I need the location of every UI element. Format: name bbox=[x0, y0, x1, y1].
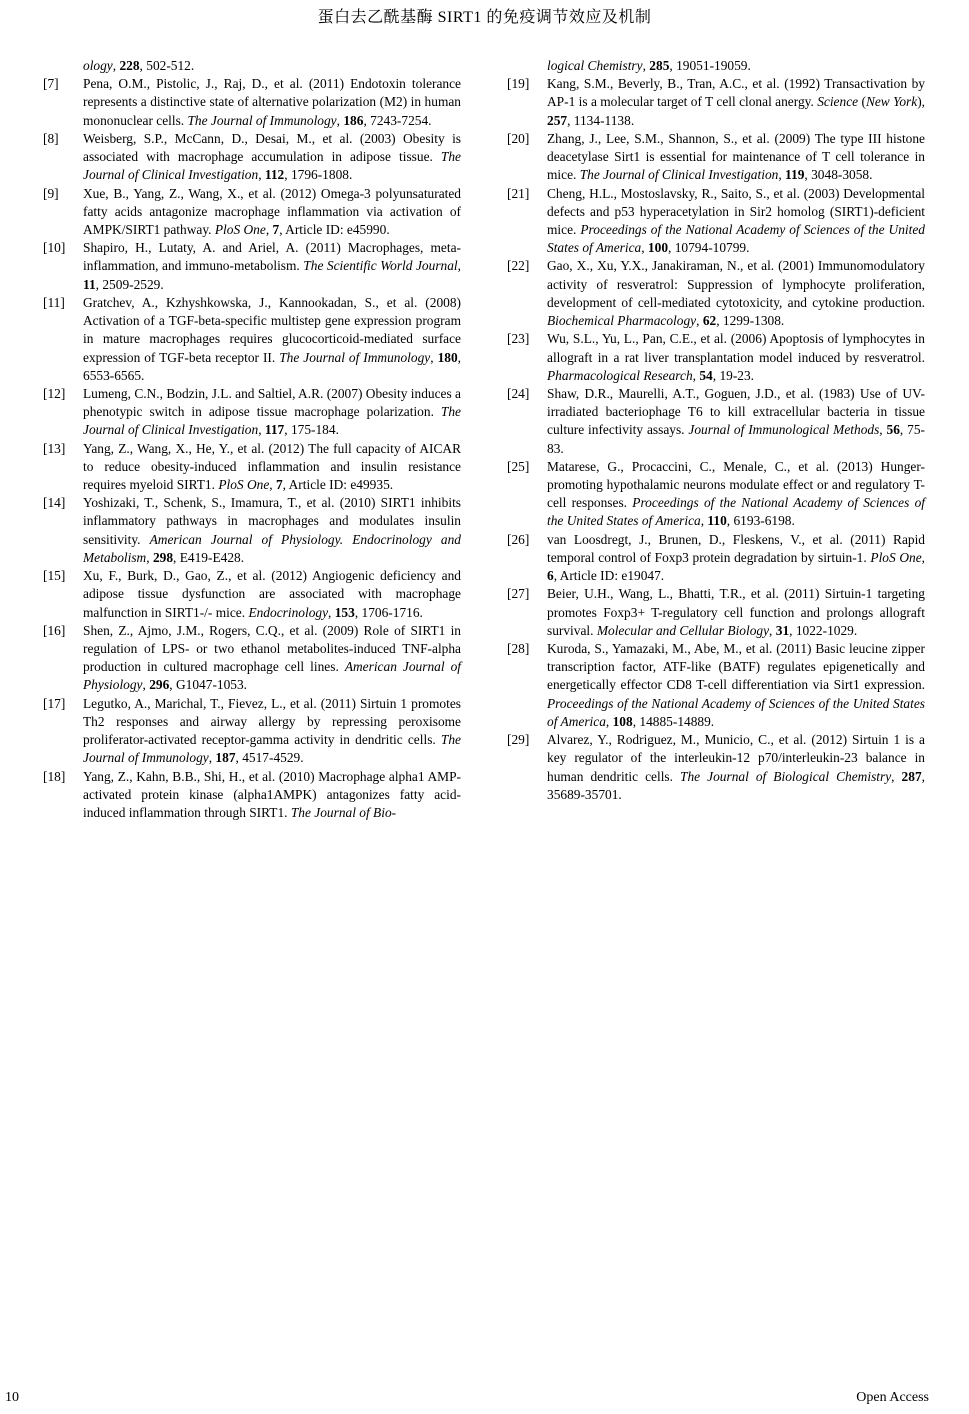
text-segment: Xu, F., Burk, D., Gao, Z., et al. (2012) Angiogenic deficiency and adipose tissue dysfunction are associated with macrophage malfunction in SIRT1-/- mice. bbox=[83, 568, 461, 620]
reference-entry bbox=[43, 385, 461, 440]
text-segment: , bbox=[142, 677, 150, 693]
italic-text-segment: Proceedings of the National Academy of Sciences of the United States of America bbox=[547, 221, 925, 256]
reference-entry bbox=[43, 695, 461, 768]
reference-entry bbox=[507, 257, 925, 330]
text-segment: , bbox=[769, 622, 776, 638]
italic-text-segment: The Scientific World Journal bbox=[303, 258, 458, 274]
italic-text-segment: The Journal of Immunology bbox=[83, 732, 461, 766]
reference-body bbox=[547, 586, 925, 637]
text-segment: , 1796-1808. bbox=[284, 167, 353, 183]
text-segment: , bbox=[258, 167, 265, 183]
italic-text-segment: PloS One bbox=[214, 221, 266, 237]
page-number: 10 bbox=[5, 1390, 19, 1405]
volume-number: 187 bbox=[215, 750, 236, 766]
text-segment: Yang, Z., Wang, X., He, Y., et al. (2012) The full capacity of AICAR to reduce obesity-induced inflammation and insulin resistance requires myeloid SIRT1. bbox=[83, 440, 461, 493]
text-segment: , 10794-10799. bbox=[668, 240, 750, 256]
text-segment: , bbox=[269, 477, 276, 493]
reference-continuation bbox=[547, 57, 925, 75]
text-segment: , bbox=[336, 112, 344, 128]
volume-number: 110 bbox=[707, 513, 727, 529]
reference-entry bbox=[43, 494, 461, 567]
italic-text-segment: New York bbox=[865, 94, 918, 110]
text-segment: , bbox=[605, 713, 613, 729]
reference-body bbox=[83, 769, 461, 820]
text-segment: , 4517-4529. bbox=[235, 750, 304, 766]
volume-number: 56 bbox=[886, 422, 900, 438]
volume-number: 119 bbox=[785, 167, 805, 183]
text-segment: , 14885-14889. bbox=[632, 713, 715, 729]
italic-text-segment: logical Chemistry bbox=[547, 58, 643, 73]
text-segment: Gratchev, A., Kzhyshkowska, J., Kannookadan, S., et al. (2008) Activation of a TGF-beta-specific multistep gene expression program in mature macrophages requires glucocorticoid-mediated surface expression of TGF-beta receptor II. bbox=[83, 294, 461, 365]
reference-entry bbox=[507, 130, 925, 185]
reference-entry bbox=[43, 75, 461, 130]
volume-number: 153 bbox=[334, 604, 355, 620]
italic-text-segment: PloS One bbox=[870, 549, 922, 565]
text-segment: , bbox=[258, 422, 265, 438]
text-segment: Wu, S.L., Yu, L., Pan, C.E., et al. (2006) Apoptosis of lymphocytes in allograft in a rat liver transplantation model induced by resveratrol. bbox=[547, 331, 925, 365]
volume-number: 186 bbox=[343, 112, 364, 128]
text-segment: van Loosdregt, J., Brunen, D., Fleskens, V., et al. (2011) Rapid temporal control of Foxp3 protein degradation by sirtuin-1. bbox=[547, 531, 925, 565]
text-segment: , bbox=[642, 58, 650, 73]
reference-entry bbox=[507, 385, 925, 458]
reference-entry bbox=[43, 294, 461, 385]
reference-number: [29] bbox=[507, 732, 530, 748]
volume-number: 298 bbox=[152, 549, 174, 565]
reference-number: [18] bbox=[43, 768, 66, 784]
text-segment: Legutko, A., Marichal, T., Fievez, L., et al. (2011) Sirtuin 1 promotes Th2 responses and airway allergy by repressing peroxisome proliferator-activated receptor-gamma activity in dendritic cells. bbox=[83, 695, 461, 748]
page-footer bbox=[5, 1390, 929, 1406]
reference-number: [7] bbox=[43, 76, 59, 92]
text-segment: Shaw, D.R., Maurelli, A.T., Goguen, J.D., et al. (1983) Use of UV-irradiated bacteriophage T6 to kill extracellular bacteria in tissue culture infectivity assays. bbox=[547, 385, 925, 438]
reference-entry bbox=[507, 531, 925, 586]
italic-text-segment: The Journal of Bio- bbox=[290, 804, 397, 820]
reference-number: [15] bbox=[43, 568, 66, 584]
reference-entry bbox=[507, 585, 925, 640]
reference-body bbox=[547, 641, 925, 729]
text-segment: , 19051-19059. bbox=[669, 58, 751, 73]
italic-text-segment: Biochemical Pharmacology bbox=[547, 313, 697, 329]
reference-body bbox=[83, 295, 461, 383]
volume-number: 7 bbox=[275, 477, 283, 493]
reference-body bbox=[83, 386, 461, 437]
text-segment: Pena, O.M., Pistolic, J., Raj, D., et al. (2011) Endotoxin tolerance represents a distinctive state of alternative polarization (M2) in human mononuclear cells. bbox=[83, 76, 461, 128]
text-segment: Kuroda, S., Yamazaki, M., Abe, M., et al. (2011) Basic leucine zipper transcription factor, ATF-like (BATF) regulates epigenetically and energetically effector CD8 T-cell differentiation via Sirt1 expression. bbox=[547, 641, 925, 693]
text-segment: , bbox=[457, 258, 462, 274]
text-segment: , bbox=[891, 768, 902, 784]
volume-number: 228 bbox=[119, 58, 140, 73]
reference-number: [13] bbox=[43, 440, 66, 456]
volume-number: 257 bbox=[547, 112, 568, 128]
volume-number: 11 bbox=[83, 276, 96, 292]
text-segment: Matarese, G., Procaccini, C., Menale, C., et al. (2013) Hunger-promoting hypothalamic neurons modulate effect or and regulatory T-cell responses. bbox=[547, 458, 925, 511]
italic-text-segment: The Journal of Immunology bbox=[279, 349, 431, 365]
reference-body bbox=[83, 240, 461, 291]
reference-number: [12] bbox=[43, 385, 66, 401]
italic-text-segment: Journal of Immunological Methods bbox=[688, 422, 880, 438]
reference-number: [21] bbox=[507, 185, 530, 201]
text-segment: , bbox=[328, 604, 335, 620]
italic-text-segment: The Journal of Immunology bbox=[187, 112, 337, 128]
reference-body bbox=[83, 568, 461, 619]
text-segment: , 7243-7254. bbox=[363, 112, 432, 128]
volume-number: 287 bbox=[901, 768, 922, 784]
italic-text-segment: American Journal of Physiology. Endocrinology and Metabolism bbox=[83, 531, 461, 565]
text-segment: Yoshizaki, T., Schenk, S., Imamura, T., et al. (2010) SIRT1 inhibits inflammatory pathways in macrophages and modulates insulin sensitivity. bbox=[83, 495, 461, 547]
volume-number: 108 bbox=[612, 713, 633, 729]
text-segment: , bbox=[208, 750, 216, 766]
reference-number: [10] bbox=[43, 240, 66, 256]
reference-body bbox=[83, 76, 461, 127]
italic-text-segment: American Journal of Physiology bbox=[83, 659, 461, 693]
reference-entry bbox=[43, 440, 461, 495]
reference-number: [17] bbox=[43, 695, 66, 711]
italic-text-segment: PloS One bbox=[218, 477, 270, 493]
reference-number: [11] bbox=[43, 294, 65, 310]
text-segment: , bbox=[696, 313, 703, 329]
reference-body bbox=[547, 732, 925, 802]
text-segment: , 75-83. bbox=[547, 422, 925, 456]
italic-text-segment: The Journal of Clinical Investigation bbox=[579, 167, 779, 183]
text-segment: , bbox=[430, 349, 438, 365]
italic-text-segment: Molecular and Cellular Biology bbox=[596, 622, 770, 638]
reference-body bbox=[547, 331, 925, 382]
reference-body bbox=[547, 459, 925, 529]
text-segment: , bbox=[112, 58, 120, 73]
reference-entry bbox=[507, 75, 925, 130]
italic-text-segment: The Journal of Biological Chemistry bbox=[680, 768, 892, 784]
text-segment: Yang, Z., Kahn, B.B., Shi, H., et al. (2010) Macrophage alpha1 AMP-activated protein kinase (alpha1AMPK) antagonizes fatty acid-induced inflammation through SIRT1. bbox=[83, 768, 461, 820]
volume-number: 285 bbox=[649, 58, 670, 73]
reference-entry bbox=[507, 731, 925, 804]
text-segment: , 502-512. bbox=[139, 58, 195, 73]
reference-number: [27] bbox=[507, 586, 530, 602]
volume-number: 6 bbox=[547, 568, 554, 584]
reference-number: [9] bbox=[43, 185, 59, 201]
reference-number: [14] bbox=[43, 495, 66, 511]
text-segment: , G1047-1053. bbox=[169, 677, 248, 693]
text-segment: Kang, S.M., Beverly, B., Tran, A.C., et al. (1992) Transactivation by AP-1 is a molecular target of T cell clonal anergy. bbox=[547, 76, 925, 110]
text-segment: , 1134-1138. bbox=[567, 112, 635, 128]
reference-body bbox=[547, 131, 925, 182]
volume-number: 54 bbox=[699, 367, 713, 383]
open-access-label: Open Access bbox=[856, 1390, 929, 1405]
italic-text-segment: The Journal of Clinical Investigation bbox=[83, 149, 461, 183]
reference-number: [19] bbox=[507, 76, 530, 92]
reference-entry bbox=[507, 458, 925, 531]
volume-number: 31 bbox=[775, 622, 790, 638]
reference-body bbox=[83, 623, 461, 693]
reference-number: [16] bbox=[43, 622, 66, 638]
reference-number: [24] bbox=[507, 385, 530, 401]
reference-number: [20] bbox=[507, 130, 530, 146]
reference-body bbox=[547, 258, 925, 328]
reference-number: [23] bbox=[507, 331, 530, 347]
text-segment: , bbox=[146, 549, 153, 565]
text-segment: , bbox=[778, 167, 786, 183]
reference-entry bbox=[43, 567, 461, 622]
italic-text-segment: Proceedings of the National Academy of Sciences of the United States of America bbox=[547, 695, 925, 729]
reference-number: [8] bbox=[43, 130, 59, 146]
text-segment: Weisberg, S.P., McCann, D., Desai, M., et al. (2003) Obesity is associated with macrophage accumulation in adipose tissue. bbox=[83, 130, 461, 165]
text-segment: Alvarez, Y., Rodriguez, M., Municio, C., et al. (2012) Sirtuin 1 is a key regulator of the interleukin-12 p70/interleukin-23 balance in human dendritic cells. bbox=[547, 732, 925, 784]
text-segment: , 35689-35701. bbox=[547, 768, 925, 802]
italic-text-segment: Proceedings of the National Academy of Sciences of the United States of America bbox=[547, 495, 925, 529]
volume-number: 100 bbox=[647, 240, 669, 256]
text-segment: , 1022-1029. bbox=[789, 622, 858, 638]
reference-entry bbox=[507, 330, 925, 385]
text-segment: , Article ID: e45990. bbox=[279, 221, 390, 237]
text-segment: , 1299-1308. bbox=[716, 313, 785, 329]
text-segment: , 19-23. bbox=[712, 367, 755, 383]
italic-text-segment: ology bbox=[83, 58, 113, 73]
references-columns bbox=[43, 57, 925, 822]
text-segment: , bbox=[641, 240, 648, 256]
reference-body bbox=[83, 186, 461, 237]
reference-number: [28] bbox=[507, 641, 530, 656]
reference-number: [22] bbox=[507, 258, 530, 274]
volume-number: 296 bbox=[149, 677, 170, 693]
text-segment: , bbox=[265, 221, 273, 237]
reference-entry bbox=[43, 768, 461, 823]
reference-body bbox=[83, 131, 461, 182]
text-segment: , bbox=[879, 422, 887, 438]
page-header-title: 蛋白去乙酰基酶 SIRT1 的免疫调节效应及机制 bbox=[317, 9, 652, 26]
text-segment: , Article ID: e49935. bbox=[282, 477, 394, 493]
reference-entry bbox=[43, 185, 461, 240]
reference-number: [25] bbox=[507, 458, 530, 474]
text-segment: ( bbox=[858, 94, 866, 110]
text-segment: Zhang, J., Lee, S.M., Shannon, S., et al. (2009) The type III histone deacetylase Sirt1 is essential for maintenance of T cell tolerance in mice. bbox=[547, 130, 925, 183]
text-segment: Shen, Z., Ajmo, J.M., Rogers, C.Q., et al. (2009) Role of SIRT1 in regulation of LPS- or two ethanol metabolites-induced TNF-alpha production in cultured macrophage cell lines. bbox=[83, 622, 461, 675]
text-segment: Lumeng, C.N., Bodzin, J.L. and Saltiel, A.R. (2007) Obesity induces a phenotypic switch in adipose tissue macrophage polarization. bbox=[83, 385, 461, 420]
reference-entry bbox=[43, 130, 461, 185]
reference-entry bbox=[43, 622, 461, 695]
reference-body bbox=[547, 532, 925, 583]
references-column-right bbox=[507, 57, 925, 822]
italic-text-segment: Pharmacological Research bbox=[547, 367, 693, 383]
text-segment: , bbox=[921, 549, 926, 565]
reference-entry bbox=[43, 239, 461, 294]
reference-body bbox=[547, 186, 925, 256]
text-segment: , 2509-2529. bbox=[95, 276, 164, 292]
volume-number: 117 bbox=[264, 422, 285, 438]
text-segment: , 6553-6565. bbox=[83, 349, 462, 383]
text-segment: Shapiro, H., Lutaty, A. and Ariel, A. (2011) Macrophages, meta-inflammation, and immuno-metabolism. bbox=[83, 240, 461, 274]
text-segment: Cheng, H.L., Mostoslavsky, R., Saito, S., et al. (2003) Developmental defects and p53 hyperacetylation in Sir2 homolog (SIRT1)-deficient mice. bbox=[547, 185, 925, 237]
text-segment: , bbox=[700, 513, 708, 529]
text-segment: Beier, U.H., Wang, L., Bhatti, T.R., et al. (2011) Sirtuin-1 targeting promotes Foxp3+ T-regulatory cell function and prolongs allograft survival. bbox=[547, 586, 925, 638]
italic-text-segment: Science bbox=[817, 94, 859, 110]
reference-body bbox=[547, 386, 925, 456]
italic-text-segment: Endocrinology bbox=[248, 604, 329, 620]
reference-continuation bbox=[83, 57, 461, 75]
reference-body bbox=[83, 495, 461, 565]
references-column-left bbox=[43, 57, 461, 822]
text-segment: , 1706-1716. bbox=[354, 604, 423, 620]
volume-number: 112 bbox=[264, 167, 285, 183]
text-segment: , bbox=[692, 367, 700, 383]
italic-text-segment: The Journal of Clinical Investigation bbox=[83, 404, 461, 438]
text-segment: , 3048-3058. bbox=[804, 167, 873, 183]
text-segment: Xue, B., Yang, Z., Wang, X., et al. (2012) Omega-3 polyunsaturated fatty acids antagonize macrophage inflammation via activation of AMPK/SIRT1 pathway. bbox=[83, 185, 461, 237]
text-segment: ), bbox=[917, 94, 925, 110]
volume-number: 180 bbox=[437, 349, 458, 365]
text-segment: , E419-E428. bbox=[173, 549, 245, 565]
text-segment: , Article ID: e19047. bbox=[553, 568, 665, 584]
volume-number: 7 bbox=[272, 221, 280, 237]
text-segment: , 6193-6198. bbox=[726, 513, 795, 529]
reference-number: [26] bbox=[507, 531, 530, 547]
reference-body bbox=[547, 76, 925, 127]
text-segment: , 175-184. bbox=[284, 422, 339, 438]
reference-entry bbox=[507, 185, 925, 258]
volume-number: 62 bbox=[702, 313, 717, 329]
reference-entry bbox=[507, 640, 925, 731]
reference-body bbox=[83, 441, 461, 492]
text-segment: Gao, X., Xu, Y.X., Janakiraman, N., et al. (2001) Immunomodulatory activity of resveratrol: Suppression of lymphocyte proliferation, development of cell-mediated cytotoxicity, and cytokine production. bbox=[547, 258, 925, 310]
reference-body bbox=[83, 696, 461, 766]
